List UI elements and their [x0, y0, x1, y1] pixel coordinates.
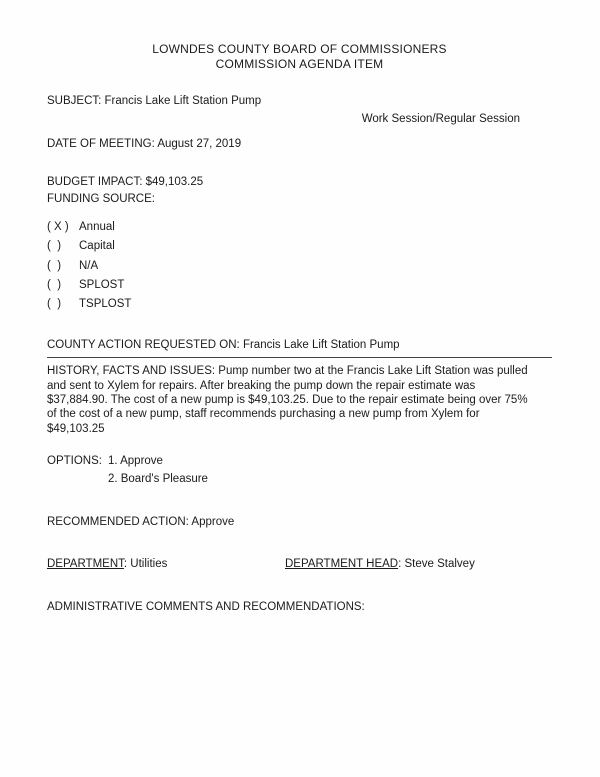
- options-label: OPTIONS:: [47, 455, 102, 467]
- department-head-cell: [285, 557, 475, 571]
- history-facts-paragraph: HISTORY, FACTS AND ISSUES: Pump number two at the Francis Lake Lift Station was pulled and sent to Xylem for repairs. After breaking the pump down the repair estimate was $37,884.90. The cost of a new pump is $49,103.25. Due to the repair estimate being over 75% of the cost of a new pump, staff recommends purchasing a new pump from Xylem for $49,103.25: [47, 365, 528, 435]
- funding-options-list: [47, 220, 552, 312]
- document-title-line1: LOWNDES COUNTY BOARD OF COMMISSIONERS: [152, 42, 447, 56]
- funding-option-label: N/A: [79, 259, 99, 272]
- document-title-line2: COMMISSION AGENDA ITEM: [215, 57, 384, 71]
- department-cell: [47, 557, 285, 571]
- option-item-boards-pleasure: 2. Board's Pleasure: [107, 473, 208, 486]
- department-row: [47, 557, 552, 571]
- funding-option-label: Annual: [79, 220, 115, 233]
- document-title-block: [47, 42, 552, 72]
- options-items: [108, 454, 208, 491]
- checkbox-mark: ( ): [47, 298, 62, 311]
- department-value: : Utilities: [123, 558, 168, 571]
- funding-option-label: TSPLOST: [79, 298, 132, 311]
- county-action-line: COUNTY ACTION REQUESTED ON: Francis Lake Lift Station Pump: [47, 338, 552, 358]
- department-head-label: DEPARTMENT HEAD: [285, 558, 399, 571]
- options-block: [47, 454, 552, 491]
- checkbox-mark: ( ): [47, 279, 62, 291]
- funding-option-capital: [47, 239, 552, 253]
- department-label: DEPARTMENT: [47, 558, 124, 571]
- funding-source-label: FUNDING SOURCE:: [47, 192, 155, 205]
- checkbox-mark: ( ): [47, 259, 62, 272]
- funding-option-tsplost: [47, 297, 552, 311]
- recommended-action-line: RECOMMENDED ACTION: Approve: [47, 515, 235, 528]
- funding-option-label: Capital: [79, 240, 115, 253]
- session-type-line: Work Session/Regular Session: [361, 113, 520, 126]
- funding-option-na: [47, 259, 552, 273]
- funding-option-splost: [47, 278, 552, 292]
- funding-option-label: SPLOST: [79, 279, 125, 291]
- checkbox-mark: ( ): [47, 240, 62, 253]
- subject-line: SUBJECT: Francis Lake Lift Station Pump: [47, 95, 262, 107]
- date-of-meeting-line: DATE OF MEETING: August 27, 2019: [47, 137, 242, 150]
- checkbox-mark: ( X ): [47, 220, 69, 233]
- funding-option-annual: [47, 220, 552, 234]
- department-head-value: : Steve Stalvey: [398, 558, 475, 571]
- budget-impact-line: BUDGET IMPACT: $49,103.25: [47, 176, 204, 189]
- administrative-comments-line: ADMINISTRATIVE COMMENTS AND RECOMMENDATIONS:: [47, 600, 365, 613]
- option-item-approve: 1. Approve: [107, 455, 163, 467]
